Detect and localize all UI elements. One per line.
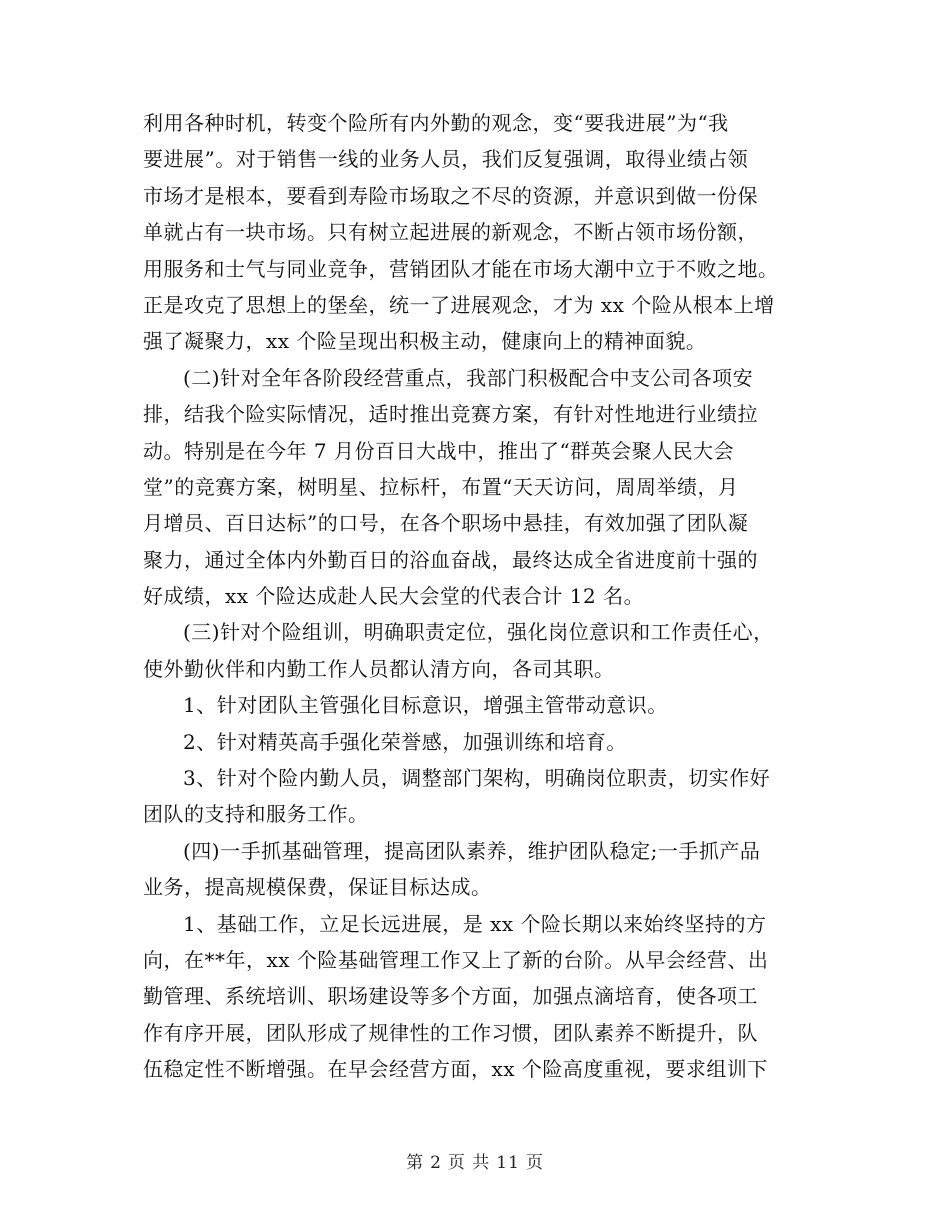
text-line: 向，在**年，xx 个险基础管理工作又上了新的台阶。从早会经营、出: [143, 947, 769, 972]
text-line: 使外勤伙伴和内勤工作人员都认清方向，各司其职。: [143, 656, 615, 681]
text-line: 1、基础工作，立足长远进展，是 xx 个险长期以来始终坚持的方: [183, 911, 767, 936]
footer-middle: 页 共: [447, 1153, 491, 1173]
text-line: 2、针对精英高手强化荣誉感，加强训练和培育。: [183, 729, 627, 754]
text-line: 要进展”。对于销售一线的业务人员，我们反复强调，取得业绩占领: [143, 147, 749, 172]
document-body: [143, 105, 809, 1088]
footer-total-pages: 11: [496, 1153, 520, 1173]
footer-current-page: 2: [430, 1153, 442, 1173]
text-line: 1、针对团队主管强化目标意识，增强主管带动意识。: [183, 693, 668, 718]
footer-prefix: 第: [406, 1153, 425, 1173]
text-line: 团队的支持和服务工作。: [143, 802, 369, 827]
text-line: 利用各种时机，转变个险所有内外勤的观念，变“要我进展”为“我: [143, 111, 729, 135]
text-line: 聚力，通过全体内外勤百日的浴血奋战，最终达成全省进度前十强的: [143, 547, 758, 572]
text-line: (四)一手抓基础管理，提高团队素养，维护团队稳定;一手抓产品: [183, 838, 761, 863]
text-line: 勤管理、系统培训、职场建设等多个方面，加强点滴培育，使各项工: [143, 984, 758, 1009]
text-line: 强了凝聚力，xx 个险呈现出积极主动，健康向上的精神面貌。: [143, 329, 707, 354]
text-line: 排，结我个险实际情况，适时推出竞赛方案，有针对性地进行业绩拉: [143, 402, 758, 427]
text-line: 伍稳定性不断增强。在早会经营方面，xx 个险高度重视，要求组训下: [143, 1057, 768, 1082]
text-line: 市场才是根本，要看到寿险市场取之不尽的资源，并意识到做一份保: [143, 183, 758, 208]
text-line: 用服务和士气与同业竞争，营销团队才能在市场大潮中立于不败之地。: [143, 256, 779, 281]
text-line: 动。特别是在今年 7 月份百日大战中，推出了“群英会聚人民大会: [143, 438, 735, 463]
text-line: (二)针对全年各阶段经营重点，我部门积极配合中支公司各项安: [183, 365, 754, 390]
text-line: 正是攻克了思想上的堡垒，统一了进展观念，才为 xx 个险从根本上增: [143, 292, 775, 317]
text-line: 单就占有一块市场。只有树立起进展的新观念，不断占领市场份额，: [143, 220, 758, 245]
page-footer: [0, 1148, 950, 1173]
footer-suffix: 页: [525, 1153, 544, 1173]
text-line: 月增员、百日达标”的口号，在各个职场中悬挂，有效加强了团队凝: [143, 511, 749, 536]
text-line: 业务，提高规模保费，保证目标达成。: [143, 875, 492, 900]
text-line: 3、针对个险内勤人员，调整部门架构，明确岗位职责，切实作好: [183, 766, 771, 791]
text-line: 作有序开展，团队形成了规律性的工作习惯，团队素养不断提升，队: [143, 1020, 758, 1045]
text-line: 好成绩，xx 个险达成赴人民大会堂的代表合计 12 名。: [143, 584, 645, 609]
text-line: 堂”的竞赛方案，树明星、拉标杆，布置“天天访问，周周举绩，月: [143, 474, 739, 499]
text-line: (三)针对个险组训，明确职责定位，强化岗位意识和工作责任心，: [183, 620, 774, 645]
